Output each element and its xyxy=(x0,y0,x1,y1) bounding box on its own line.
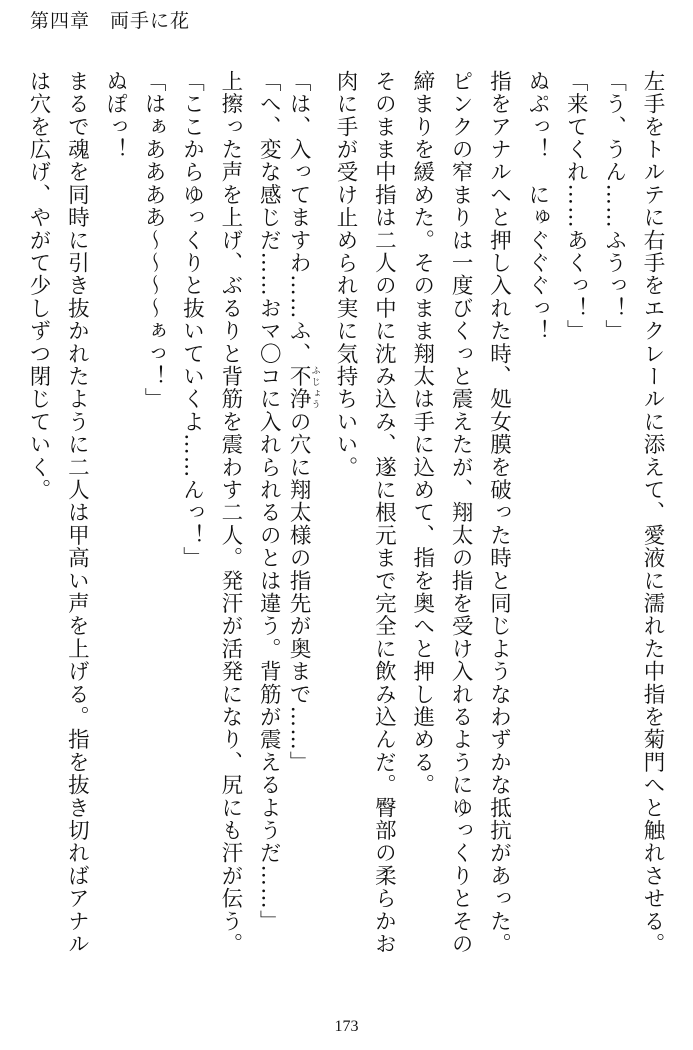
ruby-reading: ふじょう xyxy=(309,365,320,411)
text-line: 「う、うん……ふうっ！」 xyxy=(601,70,627,343)
text-line: 「来てくれ……あくっ！」 xyxy=(563,70,589,343)
body-text xyxy=(25,70,665,970)
text-line: ピンクの窄まりは一度びくっと震えたが、翔太の指を受け入れるようにゆっくりとその xyxy=(448,70,474,956)
text-line: 左手をトルテに右手をエクレールに添えて、愛液に濡れた中指を菊門へと触れさせる。 xyxy=(640,70,665,956)
text-line: 締まりを緩めた。そのまま翔太は手に込めて、指を奥へと押し進める。 xyxy=(409,70,435,797)
text-line: 指をアナルへと押し入れた時、処女膜を破った時と同じようなわずかな抵抗があった。 xyxy=(486,70,512,956)
text-segment: の穴に翔太様の指先が奥まで……」 xyxy=(286,410,312,774)
text-segment: 「は、入ってますわ……ふ、 xyxy=(286,70,312,366)
page-number: 173 xyxy=(334,1018,359,1035)
text-line: まるで魂を同時に引き抜かれたように二人は甲高い声を上げる。指を抜き切ればアナル xyxy=(64,70,90,956)
text-line: 「ここからゆっくりと抜いていくよ……んっ！」 xyxy=(179,70,205,570)
text-line: ぬぷっ！ にゅぐぐぐっ！ xyxy=(524,70,550,343)
text-line-with-ruby xyxy=(286,70,320,970)
text-line: 「はぁああああ〜〜〜〜ぁっ！」 xyxy=(141,70,167,411)
text-line: 肉に手が受け止められ実に気持ちいい。 xyxy=(333,70,358,479)
text-line: 「へ、変な感じだ……おマ〇コに入れられるのとは違う。背筋が震えるようだ……」 xyxy=(256,70,282,933)
ruby-base: 不浄 xyxy=(286,365,312,411)
text-line: ぬぽっ！ xyxy=(102,70,128,161)
text-line: そのまま中指は二人の中に沈み込み、遂に根元まで完全に飲み込んだ。臀部の柔らかお xyxy=(371,70,397,956)
running-head: 第四章 両手に花 xyxy=(30,10,191,32)
text-line: 上擦った声を上げ、ぶるりと背筋を震わす二人。発汗が活発になり、尻にも汗が伝う。 xyxy=(217,70,243,956)
text-line: は穴を広げ、やがて少しずつ閉じていく。 xyxy=(26,70,51,502)
ruby-word xyxy=(286,365,320,411)
